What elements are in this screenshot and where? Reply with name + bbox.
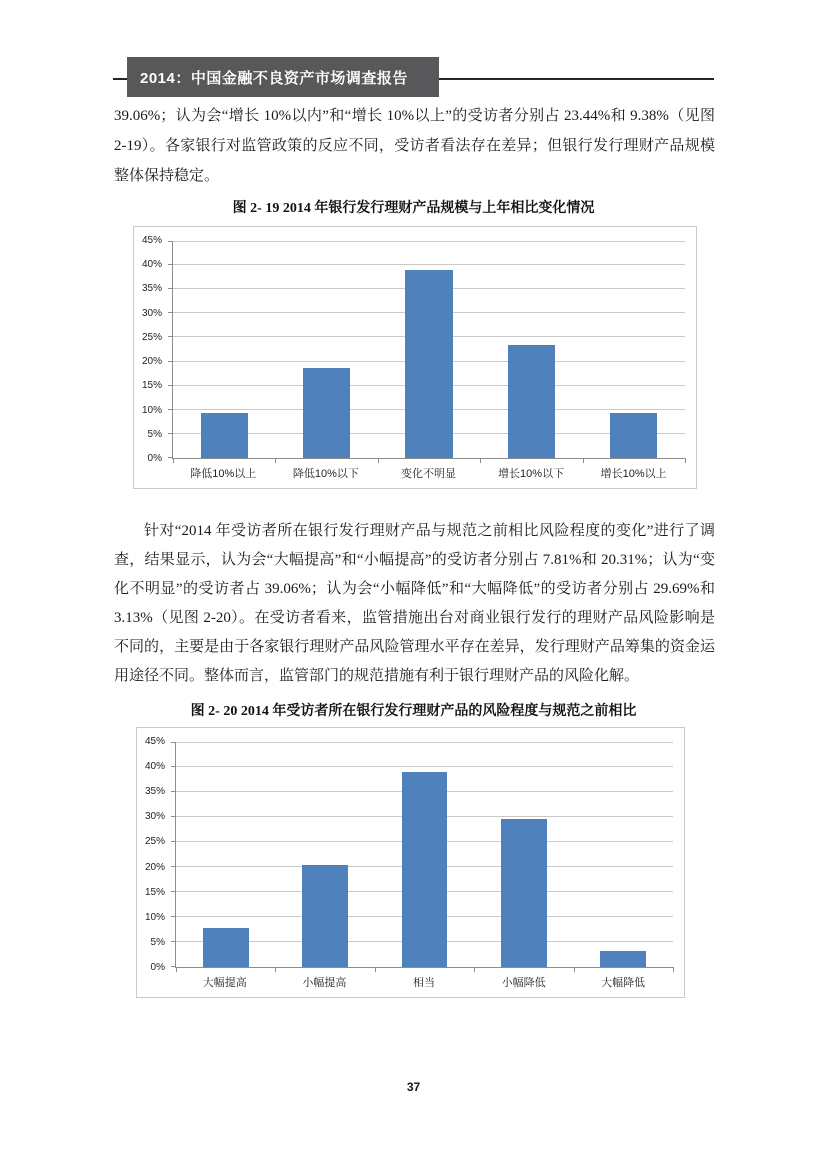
x-axis-tick <box>375 967 376 972</box>
bar <box>201 413 248 458</box>
y-axis-tick <box>168 385 173 386</box>
y-tick-label: 5% <box>150 936 165 948</box>
figure-2-19-title: 图 2- 19 2014 年银行发行理财产品规模与上年相比变化情况 <box>232 201 595 216</box>
bar <box>302 865 348 967</box>
y-tick-label: 20% <box>141 356 162 368</box>
y-axis-tick <box>168 312 173 313</box>
x-category-label: 降低10%以下 <box>292 468 359 480</box>
y-axis-tick <box>171 891 176 892</box>
y-tick-label: 45% <box>141 235 162 246</box>
gridline <box>173 241 685 242</box>
x-axis-labels <box>172 465 685 483</box>
figure-2-20-title: 图 2- 20 2014 年受访者所在银行发行理财产品的风险程度与规范之前相比 <box>190 704 637 719</box>
x-axis-tick <box>480 458 481 463</box>
y-tick-label: 35% <box>141 283 162 295</box>
bar-chart-figure-2-20 <box>136 727 685 998</box>
x-axis-tick <box>685 458 686 463</box>
y-tick-label: 10% <box>144 911 165 923</box>
y-tick-label: 45% <box>144 736 165 747</box>
x-axis-tick <box>275 458 276 463</box>
bar <box>303 368 350 458</box>
y-axis-tick <box>168 241 173 242</box>
gridline <box>173 264 685 265</box>
x-axis-tick <box>474 967 475 972</box>
x-axis-tick <box>275 967 276 972</box>
y-tick-label: 5% <box>147 428 162 440</box>
y-tick-label: 25% <box>144 836 165 848</box>
page-number: 37 <box>406 1080 421 1094</box>
y-tick-label: 25% <box>141 331 162 343</box>
y-axis-tick <box>168 409 173 410</box>
y-axis-labels <box>134 235 167 464</box>
y-axis-tick <box>171 916 176 917</box>
bar <box>508 345 555 458</box>
x-category-label: 增长10%以下 <box>498 468 565 480</box>
y-tick-label: 30% <box>144 811 165 823</box>
y-tick-label: 20% <box>144 861 165 873</box>
bar <box>402 772 448 967</box>
bar <box>600 951 646 967</box>
x-axis-tick <box>378 458 379 463</box>
bar <box>610 413 657 458</box>
y-axis-tick <box>171 742 176 743</box>
x-category-label: 大幅提高 <box>202 977 247 989</box>
y-tick-label: 30% <box>141 307 162 319</box>
y-axis-tick <box>171 766 176 767</box>
x-category-label: 降低10%以上 <box>190 468 257 480</box>
y-tick-label: 15% <box>141 380 162 392</box>
x-category-label: 小幅提高 <box>302 977 347 989</box>
x-category-label: 小幅降低 <box>501 977 546 989</box>
y-tick-label: 0% <box>150 962 165 973</box>
plot-area <box>172 241 685 459</box>
x-axis-tick <box>176 967 177 972</box>
gridline <box>176 766 673 767</box>
report-header-title: 2014：中国金融不良资产市场调查报告 <box>140 69 408 87</box>
x-axis-tick <box>583 458 584 463</box>
y-axis-tick <box>168 433 173 434</box>
y-tick-label: 0% <box>147 453 162 464</box>
report-header-banner <box>127 57 439 97</box>
y-axis-tick <box>168 288 173 289</box>
x-category-label: 变化不明显 <box>400 468 456 480</box>
y-tick-label: 15% <box>144 886 165 898</box>
y-axis-tick <box>171 816 176 817</box>
y-tick-label: 10% <box>141 404 162 416</box>
paragraph-2: 针对“2014 年受访者所在银行发行理财产品与规范之前相比风险程度的变化”进行了调查，结果显示，认为会“大幅提高”和“小幅提高”的受访者分别占 7.81%和 20.31%；认为“变化不明显”的受访者占 39.06%；认为会“小幅降低”和“大幅降低”的受访者分别占 29.69%和 3.13%（见图 2-20）。在受访者看来，监管措施出台对商业银行发行的理财产品风险影响是不同的，主要是由于各家银行理财产品风险管理水平存在差异，发行理财产品筹集的资金运用途径不同。整体而言，监管部门的规范措施有利于银行理财产品的风险化解。 <box>114 523 715 684</box>
paragraph-1: 39.06%；认为会“增长 10%以内”和“增长 10%以上”的受访者分别占 23.44%和 9.38%（见图 2-19）。各家银行对监管政策的反应不同，受访者看法存在差异；但银行发行理财产品规模整体保持稳定。 <box>114 108 715 184</box>
y-axis-tick <box>168 336 173 337</box>
bar <box>405 270 452 458</box>
bar <box>501 819 547 967</box>
y-axis-tick <box>168 264 173 265</box>
x-category-label: 增长10%以上 <box>600 468 667 480</box>
bar-chart-figure-2-19 <box>133 226 697 489</box>
y-tick-label: 40% <box>141 259 162 271</box>
gridline <box>176 742 673 743</box>
x-axis-labels <box>175 974 673 992</box>
plot-area <box>175 742 673 968</box>
y-axis-labels <box>137 736 170 973</box>
x-axis-tick <box>574 967 575 972</box>
x-axis-tick <box>673 967 674 972</box>
x-axis-tick <box>173 458 174 463</box>
y-axis-tick <box>171 841 176 842</box>
y-axis-tick <box>171 791 176 792</box>
y-axis-tick <box>168 361 173 362</box>
x-category-label: 大幅降低 <box>601 977 646 989</box>
x-category-label: 相当 <box>412 977 435 989</box>
bar <box>203 928 249 967</box>
y-axis-tick <box>171 866 176 867</box>
y-tick-label: 35% <box>144 786 165 798</box>
y-axis-tick <box>171 941 176 942</box>
y-tick-label: 40% <box>144 761 165 773</box>
